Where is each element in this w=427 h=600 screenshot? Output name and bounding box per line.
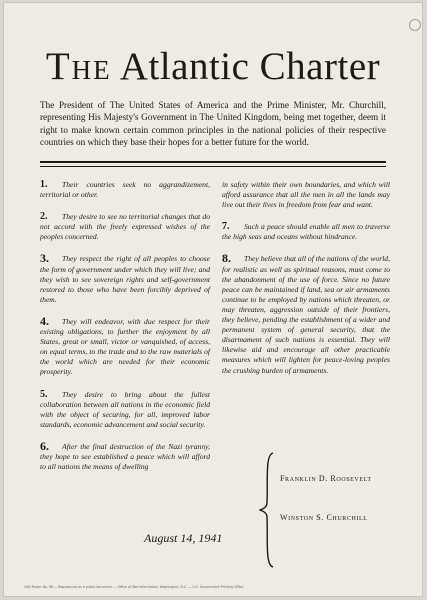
title-main: Atlantic Charter	[119, 45, 381, 88]
printer-footer: OWI Poster No. 96 — Reproduced as a public document — Office of War Information, Washington, D.C. — U.S. Government Printing Office	[24, 585, 244, 589]
article-6	[40, 438, 210, 472]
article-text: After the final destruction of the Nazi tyranny, they hope to see established a peace which will afford to all nations the means of dwelling	[40, 441, 210, 472]
article-3	[40, 251, 210, 304]
article-7	[222, 222, 390, 242]
article-number: 8.	[222, 251, 231, 266]
signature-churchill: Winston S. Churchill	[280, 513, 368, 522]
article-6-continued	[222, 180, 390, 210]
article-number: 6.	[40, 438, 49, 453]
article-2	[40, 212, 210, 242]
article-text: They respect the right of all peoples to choose the form of government under which they will live; and they wish to see sovereign rights and self-government restored to those who have been forcibly deprived of them.	[40, 254, 210, 304]
article-8	[222, 251, 390, 375]
article-4	[40, 313, 210, 378]
article-number: 5.	[40, 388, 48, 400]
articles-left-column	[40, 180, 210, 484]
poster-sheet	[4, 3, 422, 596]
signature-brace-icon	[259, 451, 275, 569]
article-5	[40, 390, 210, 430]
article-number: 3.	[40, 251, 49, 266]
article-number: 7.	[222, 221, 230, 233]
article-text: Their countries seek no aggrandizement, territorial or other.	[40, 180, 210, 200]
signature-roosevelt: Franklin D. Roosevelt	[280, 474, 372, 483]
article-text: They desire to bring about the fullest collaboration between all nations in the economic field with the object of securing, for all, improved labor standards, economic advancement and social security.	[40, 389, 210, 429]
preamble-text: The President of The United States of America and the Prime Minister, Mr. Churchill, representing His Majesty's Government in The United Kingdom, being met together, deem it right to make known certain common principles in the national policies of their respective countries on which they base their hopes for a better future for the world.	[40, 100, 386, 148]
article-text: They believe that all of the nations of the world, for realistic as well as spiritual reasons, must come to the abandonment of the use of force. Since no future peace can be maintained if land, sea or air armaments continue to be employed by nations which threaten, or may threaten, aggression outside of their frontiers, they believe, pending the establishment of a wider and permanent system of general security, that the disarmament of such nations is essential. They will likewise aid and encourage all other practicable measures which will lighten for peace-loving peoples the crushing burden of armaments.	[222, 254, 390, 375]
article-1	[40, 180, 210, 200]
poster-title	[4, 45, 422, 89]
divider-thick	[40, 161, 386, 163]
article-text: in safety within their own boundaries, and which will afford assurance that all the men in all the lands may live out their lives in freedom from fear and want.	[222, 180, 390, 210]
title-the: The	[45, 45, 112, 88]
charter-date: August 14, 1941	[144, 531, 223, 545]
article-number: 2.	[40, 211, 48, 223]
divider-thin	[40, 166, 386, 167]
article-text: They will endeavor, with due respect for their existing obligations, to further the enjoyment by all States, great or small, victor or vanquished, of access, on equal terms, to the trade and to the raw materials of the world which are needed for their economic prosperity.	[40, 316, 210, 377]
article-number: 1.	[40, 179, 48, 190]
article-text: Such a peace should enable all men to traverse the high seas and oceans without hindrance.	[222, 222, 390, 242]
article-text: They desire to see no territorial changes that do not accord with the freely expressed wishes of the peoples concerned.	[40, 212, 210, 242]
article-number: 4.	[40, 313, 49, 328]
articles-right-column	[222, 180, 390, 388]
archive-stamp-icon	[409, 19, 421, 31]
